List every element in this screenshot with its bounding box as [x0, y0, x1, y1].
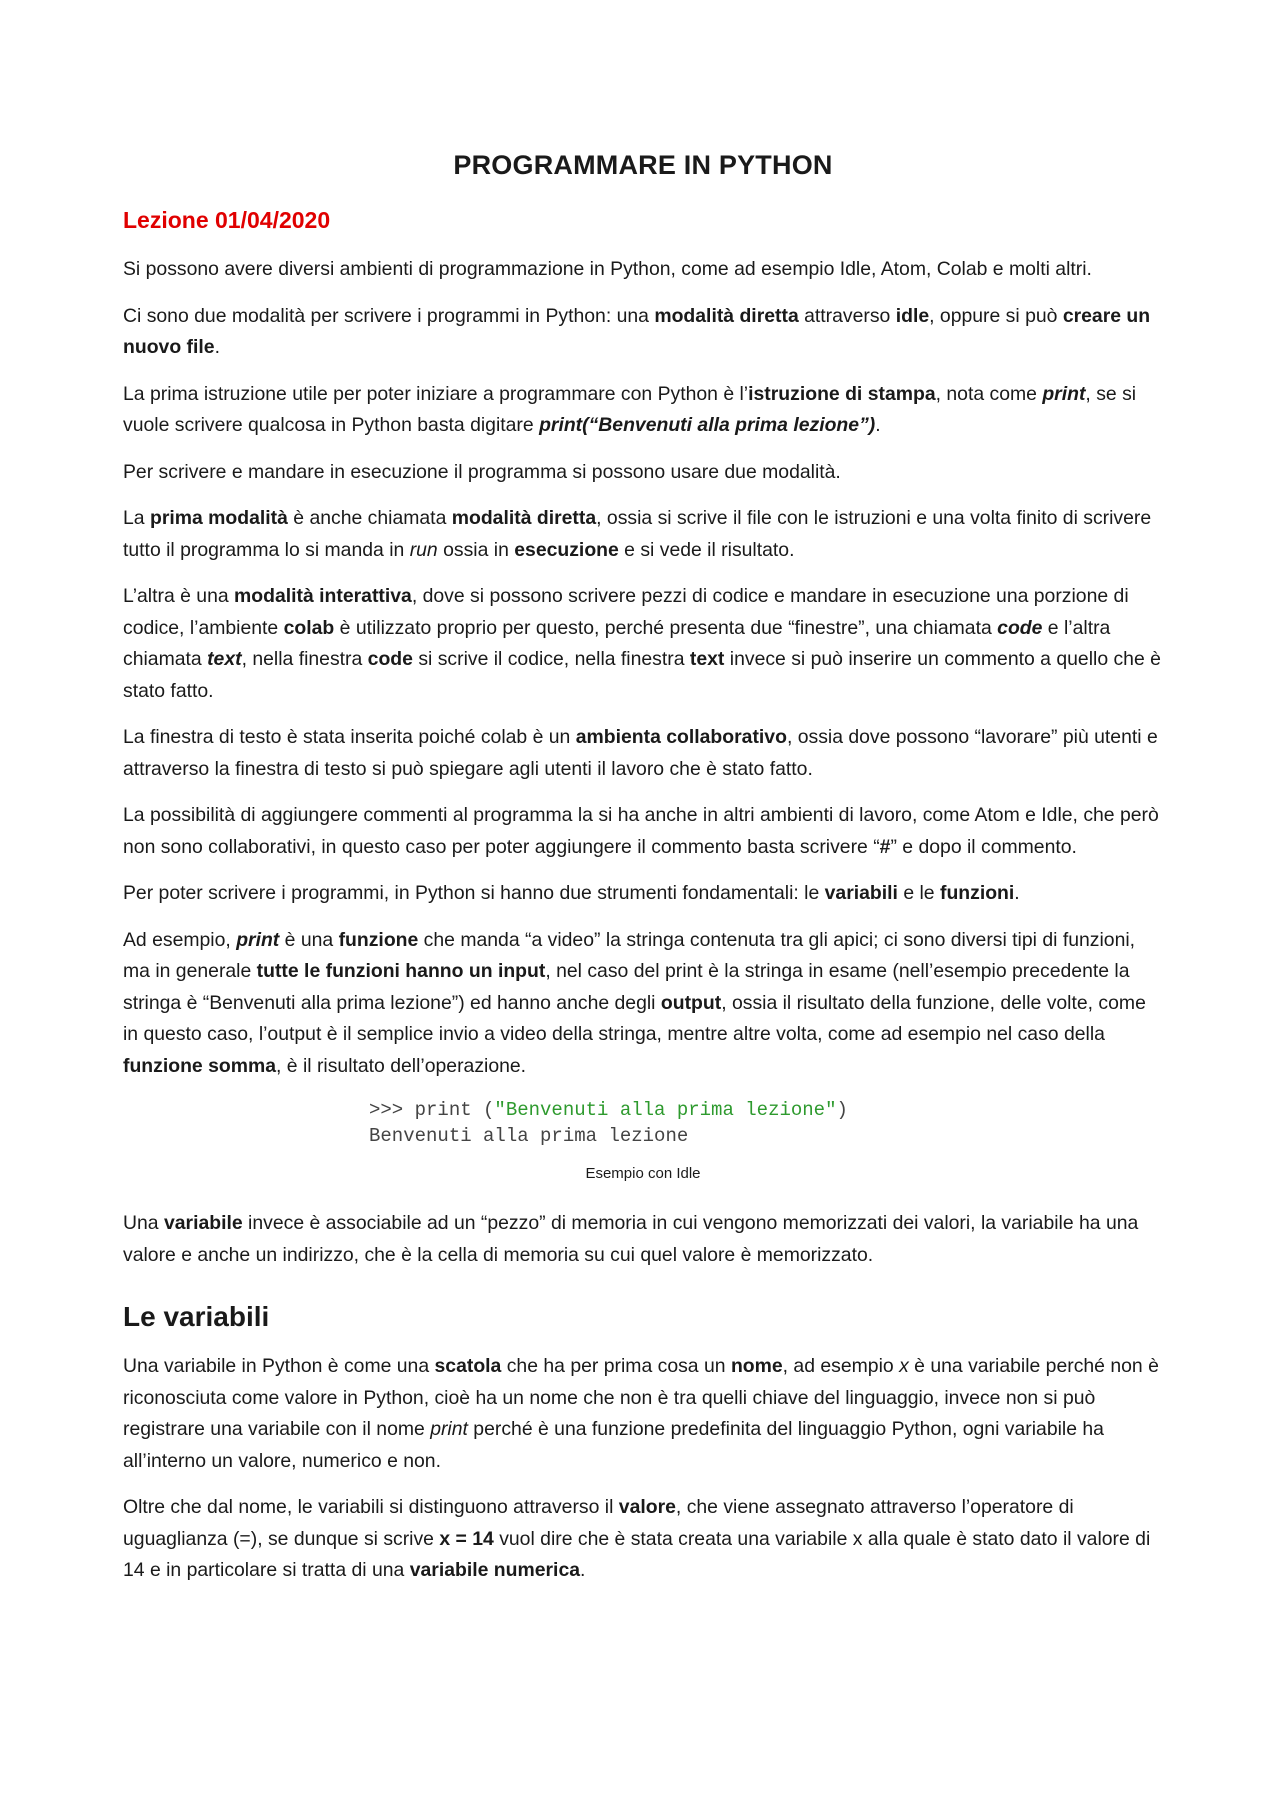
idle-code-example [369, 1097, 1163, 1149]
paragraph-esecuzione: Per scrivere e mandare in esecuzione il programma si possono usare due modalità. [123, 460, 841, 483]
paragraph-finestra-testo: La finestra di testo è stata inserita poiché colab è un ambienta collaborativo, ossia dove possono “lavorare” più utenti e attraverso la finestra di testo si può spiegare agli utenti il lavoro che è stato fatto. [123, 726, 1158, 780]
paragraph-commenti: La possibilità di aggiungere commenti al programma la si ha anche in altri ambienti di lavoro, come Atom e Idle, che però non sono collaborativi, in questo caso per poter aggiungere il commento basta scrivere “#” e dopo il commento. [123, 804, 1159, 858]
paragraph-scatola: Una variabile in Python è come una scatola che ha per prima cosa un nome, ad esempio x è una variabile perché non è riconosciuta come valore in Python, cioè ha un nome che non è tra quelli chiave del linguaggio, invece non si può registrare una variabile con il nome print perché è una funzione predefinita del linguaggio Python, ogni variabile ha all’interno un valore, numerico e non. [123, 1355, 1159, 1472]
paragraph-istruzione-stampa: La prima istruzione utile per poter iniziare a programmare con Python è l’istruzione di stampa, nota come print, se si vuole scrivere qualcosa in Python basta digitare print(“Benvenuti alla prima lezione”). [123, 382, 1137, 436]
paragraph-prima-modalita: La prima modalità è anche chiamata modalità diretta, ossia si scrive il file con le istruzioni e una volta finito di scrivere tutto il programma lo si manda in run ossia in esecuzione e si vede il risultato. [123, 507, 1152, 561]
paragraph-strumenti: Per poter scrivere i programmi, in Python si hanno due strumenti fondamentali: le variabili e le funzioni. [123, 882, 1020, 904]
section-heading-variabili: Le variabili [123, 1301, 270, 1332]
document-page [123, 150, 1163, 1602]
figure-caption: Esempio con Idle [585, 1165, 701, 1182]
paragraph-ambienti: Si possono avere diversi ambienti di programmazione in Python, come ad esempio Idle, Atom, Colab e molti altri. [123, 258, 1092, 280]
paragraph-valore: Oltre che dal nome, le variabili si distinguono attraverso il valore, che viene assegnato attraverso l’operatore di uguaglianza (=), se dunque si scrive x = 14 vuol dire che è stata creata una variabile x alla quale è stato dato il valore di 14 e in particolare si tratta di una variabile numerica. [123, 1496, 1151, 1581]
paragraph-variabile: Una variabile invece è associabile ad un “pezzo” di memoria in cui vengono memorizzati dei valori, la variabile ha una valore e anche un indirizzo, che è la cella di memoria su cui quel valore è memorizzato. [123, 1212, 1139, 1266]
code-output-line: Benvenuti alla prima lezione [369, 1125, 689, 1147]
lesson-heading: Lezione 01/04/2020 [123, 207, 331, 233]
paragraph-funzioni: Ad esempio, print è una funzione che manda “a video” la stringa contenuta tra gli apici; ci sono diversi tipi di funzioni, ma in generale tutte le funzioni hanno un input, nel caso del print è la stringa in esame (nell’esempio precedente la stringa è “Benvenuti alla prima lezione”) ed hanno anche degli output, ossia il risultato della funzione, delle volte, come in questo caso, l’output è il semplice invio a video della stringa, mentre altre volta, come ad esempio nel caso della funzione somma, è il risultato dell’operazione. [123, 928, 1146, 1077]
paragraph-modalita-interattiva: L’altra è una modalità interattiva, dove si possono scrivere pezzi di codice e mandare in esecuzione una porzione di codice, l’ambiente colab è utilizzato proprio per questo, perché presenta due “finestre”, una chiamata code e l’altra chiamata text, nella finestra code si scrive il codice, nella finestra text invece si può inserire un commento a quello che è stato fatto. [123, 585, 1161, 702]
document-title: PROGRAMMARE IN PYTHON [453, 150, 833, 180]
code-input-line: >>> print ("Benvenuti alla prima lezione") [369, 1099, 848, 1121]
paragraph-modalita: Ci sono due modalità per scrivere i programmi in Python: una modalità diretta attraverso idle, oppure si può creare un nuovo file. [123, 304, 1151, 358]
